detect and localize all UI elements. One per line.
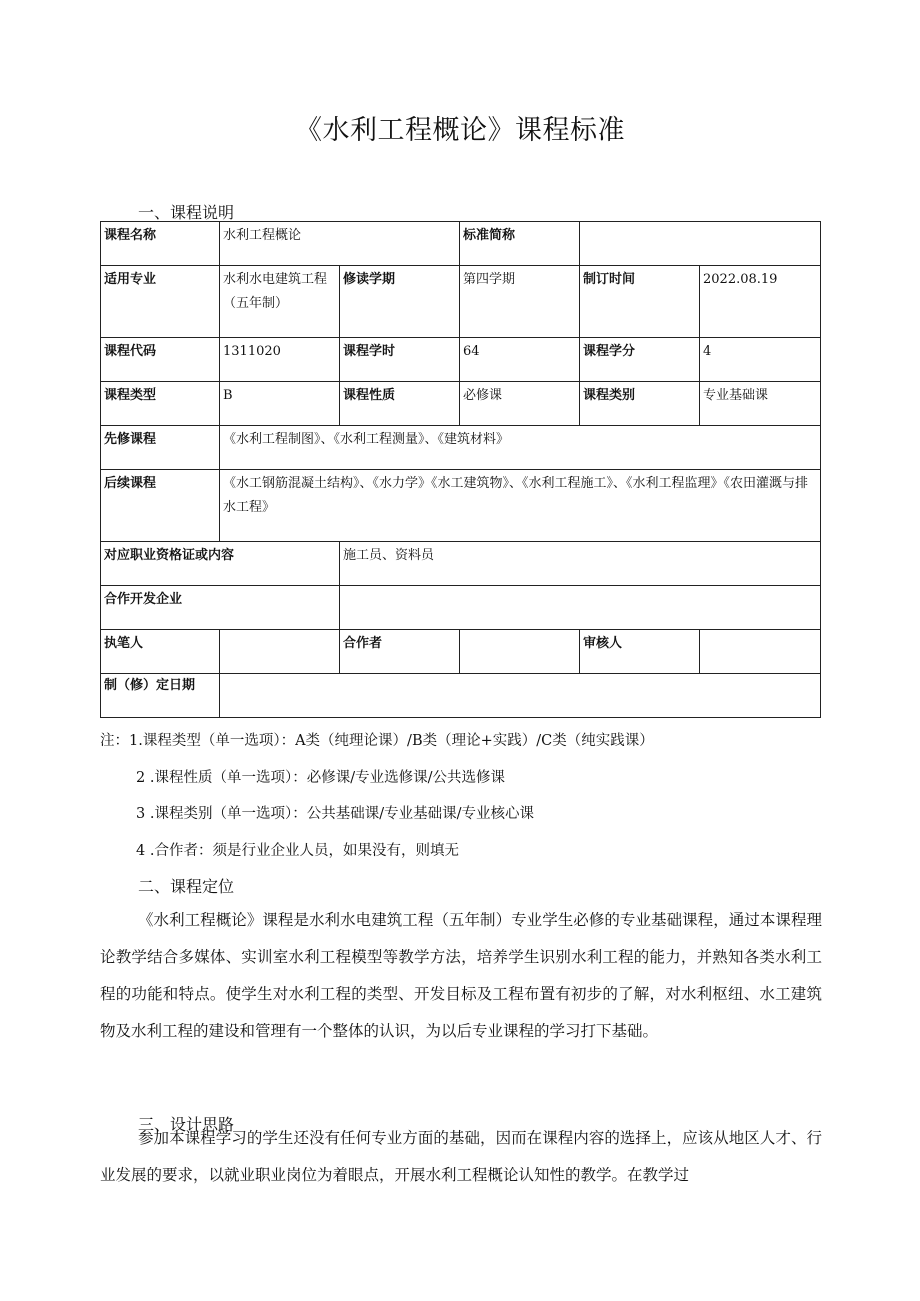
date-made-value: 2022.08.19 <box>700 266 821 338</box>
paragraph-positioning: 《水利工程概论》课程是水利水电建筑工程（五年制）专业学生必修的专业基础课程，通过本课程理论教学结合多媒体、实训室水利工程模型等教学方法，培养学生识别水利工程的能力，并熟知各类水利工程的功能和特点。使学生对水利工程的类型、开发目标及工程布置有初步的了解，对水利枢纽、水工建筑物及水利工程的建设和管理有一个整体的认识，为以后专业课程的学习打下基础。 <box>100 911 822 1040</box>
hours-label: 课程学时 <box>340 338 460 382</box>
credit-value: 4 <box>700 338 821 382</box>
coop-label: 合作者 <box>340 630 460 674</box>
author-value <box>220 630 340 674</box>
prereq-value: 《水利工程制图》、《水利工程测量》、《建筑材料》 <box>220 426 821 470</box>
date-made-label: 制订时间 <box>580 266 700 338</box>
reviewer-value <box>700 630 821 674</box>
cert-label: 对应职业资格证或内容 <box>101 542 340 586</box>
code-label: 课程代码 <box>101 338 220 382</box>
section-heading-3: 三、设计思路 <box>138 1115 235 1134</box>
rev-date-value <box>220 674 821 718</box>
major-label: 适用专业 <box>101 266 220 338</box>
course-name-label: 课程名称 <box>101 222 220 266</box>
category-value: 专业基础课 <box>700 382 821 426</box>
note-3: 3 .课程类别（单一选项）：公共基础课/专业基础课/专业核心课 <box>136 806 534 822</box>
section-heading-2: 二、课程定位 <box>138 877 235 896</box>
hours-value: 64 <box>460 338 580 382</box>
semester-label: 修读学期 <box>340 266 460 338</box>
paragraph-design: 参加本课程学习的学生还没有任何专业方面的基础，因而在课程内容的选择上，应该从地区人才、行业发展的要求，以就业职业岗位为着眼点，开展水利工程概论认知性的教学。在教学过 <box>100 1129 822 1184</box>
short-name-label: 标准简称 <box>460 222 580 266</box>
reviewer-label: 审核人 <box>580 630 700 674</box>
semester-value: 第四学期 <box>460 266 580 338</box>
type-value: B <box>220 382 340 426</box>
code-value: 1311020 <box>220 338 340 382</box>
course-name-value: 水利工程概论 <box>220 222 460 266</box>
followup-label: 后续课程 <box>101 470 220 542</box>
prereq-label: 先修课程 <box>101 426 220 470</box>
type-label: 课程类型 <box>101 382 220 426</box>
partner-label: 合作开发企业 <box>101 586 340 630</box>
partner-value <box>340 586 821 630</box>
followup-value: 《水工钢筋混凝土结构》、《水力学》《水工建筑物》、《水利工程施工》、《水利工程监理》《农田灌溉与排水工程》 <box>220 470 821 542</box>
credit-label: 课程学分 <box>580 338 700 382</box>
page-title: 《水利工程概论》课程标准 <box>295 115 625 146</box>
major-value: 水利水电建筑工程（五年制） <box>220 266 340 338</box>
short-name-value <box>580 222 821 266</box>
note-2: 2 .课程性质（单一选项）：必修课/专业选修课/公共选修课 <box>136 770 505 786</box>
cert-value: 施工员、资料员 <box>340 542 821 586</box>
coop-value <box>460 630 580 674</box>
section-heading-1: 一、课程说明 <box>138 203 235 222</box>
nature-value: 必修课 <box>460 382 580 426</box>
category-label: 课程类别 <box>580 382 700 426</box>
course-info-table <box>100 221 821 718</box>
nature-label: 课程性质 <box>340 382 460 426</box>
note-1: 注：1.课程类型（单一选项）：A类（纯理论课）/B类（理论+实践）/C类（纯实践课） <box>100 733 654 749</box>
note-4: 4 .合作者：须是行业企业人员，如果没有，则填无 <box>136 843 459 859</box>
rev-date-label: 制（修）定日期 <box>101 674 220 718</box>
author-label: 执笔人 <box>101 630 220 674</box>
